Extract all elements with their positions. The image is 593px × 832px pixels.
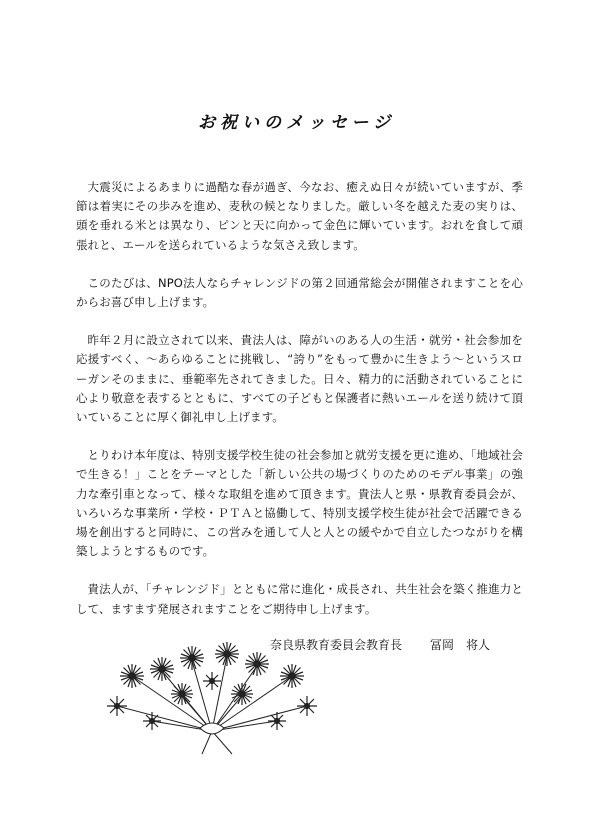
signature-name: 冨岡 将人 <box>430 638 491 652</box>
paragraph-5: 貴法人が、「チャレンジド」とともに常に進化・成長され、共生社会を築く推進力として、ますます発展されますことをご期待申し上げます。 <box>76 582 523 616</box>
paragraph-1: 大震災によるあまりに過酷な春が過ぎ、今なお、癒えぬ日々が続いていますが、季節は着実にその歩みを進め、麦秋の候となりました。厳しい冬を越えた麦の実りは、頭を垂れる米とは異なり、ピンと天に向かって金色に輝いています。おれを食して頑張れと、エールを送られているような気さえ致します。 <box>76 180 523 252</box>
message-body <box>76 178 523 638</box>
flower-bouquet-icon <box>92 636 332 756</box>
paragraph-3: 昨年２月に設立されて以来、貴法人は、障がいのある人の生活・就労・社会参加を応援すべく、～あらゆることに挑戦し、“誇り”をもって豊かに生きよう～というスローガンそのままに、垂範率先されてきました。日々、精力的に活動されていることに心より敬意を表するとともに、すべての子どもと保護者に熱いエールを送り続けて頂いていることに厚く御礼申し上げます。 <box>76 333 523 425</box>
paragraph-4: とりわけ本年度は、特別支援学校生徒の社会参加と就労支援を更に進め、「地域社会で生きる！」ことをテーマとした「新しい公共の場づくりのためのモデル事業」の強力な牽引車となって、様々な取組を進めて頂きます。貴法人と県・県教育委員会が、いろいろな事業所・学校・ＰＴＡと協働して、特別支援学校生徒が社会で活躍できる場を創出すると同時に、この営みを通して人と人との緩やかで自立したつながりを構築しようとするものです。 <box>76 448 523 559</box>
page-title: お祝いのメッセージ <box>198 113 395 133</box>
signature-title: 奈良県教育委員会教育長 <box>270 638 403 652</box>
paragraph-2: このたびは、NPO法人ならチャレンジドの第２回通常総会が開催されますことを心からお喜び申し上げます。 <box>76 275 523 310</box>
